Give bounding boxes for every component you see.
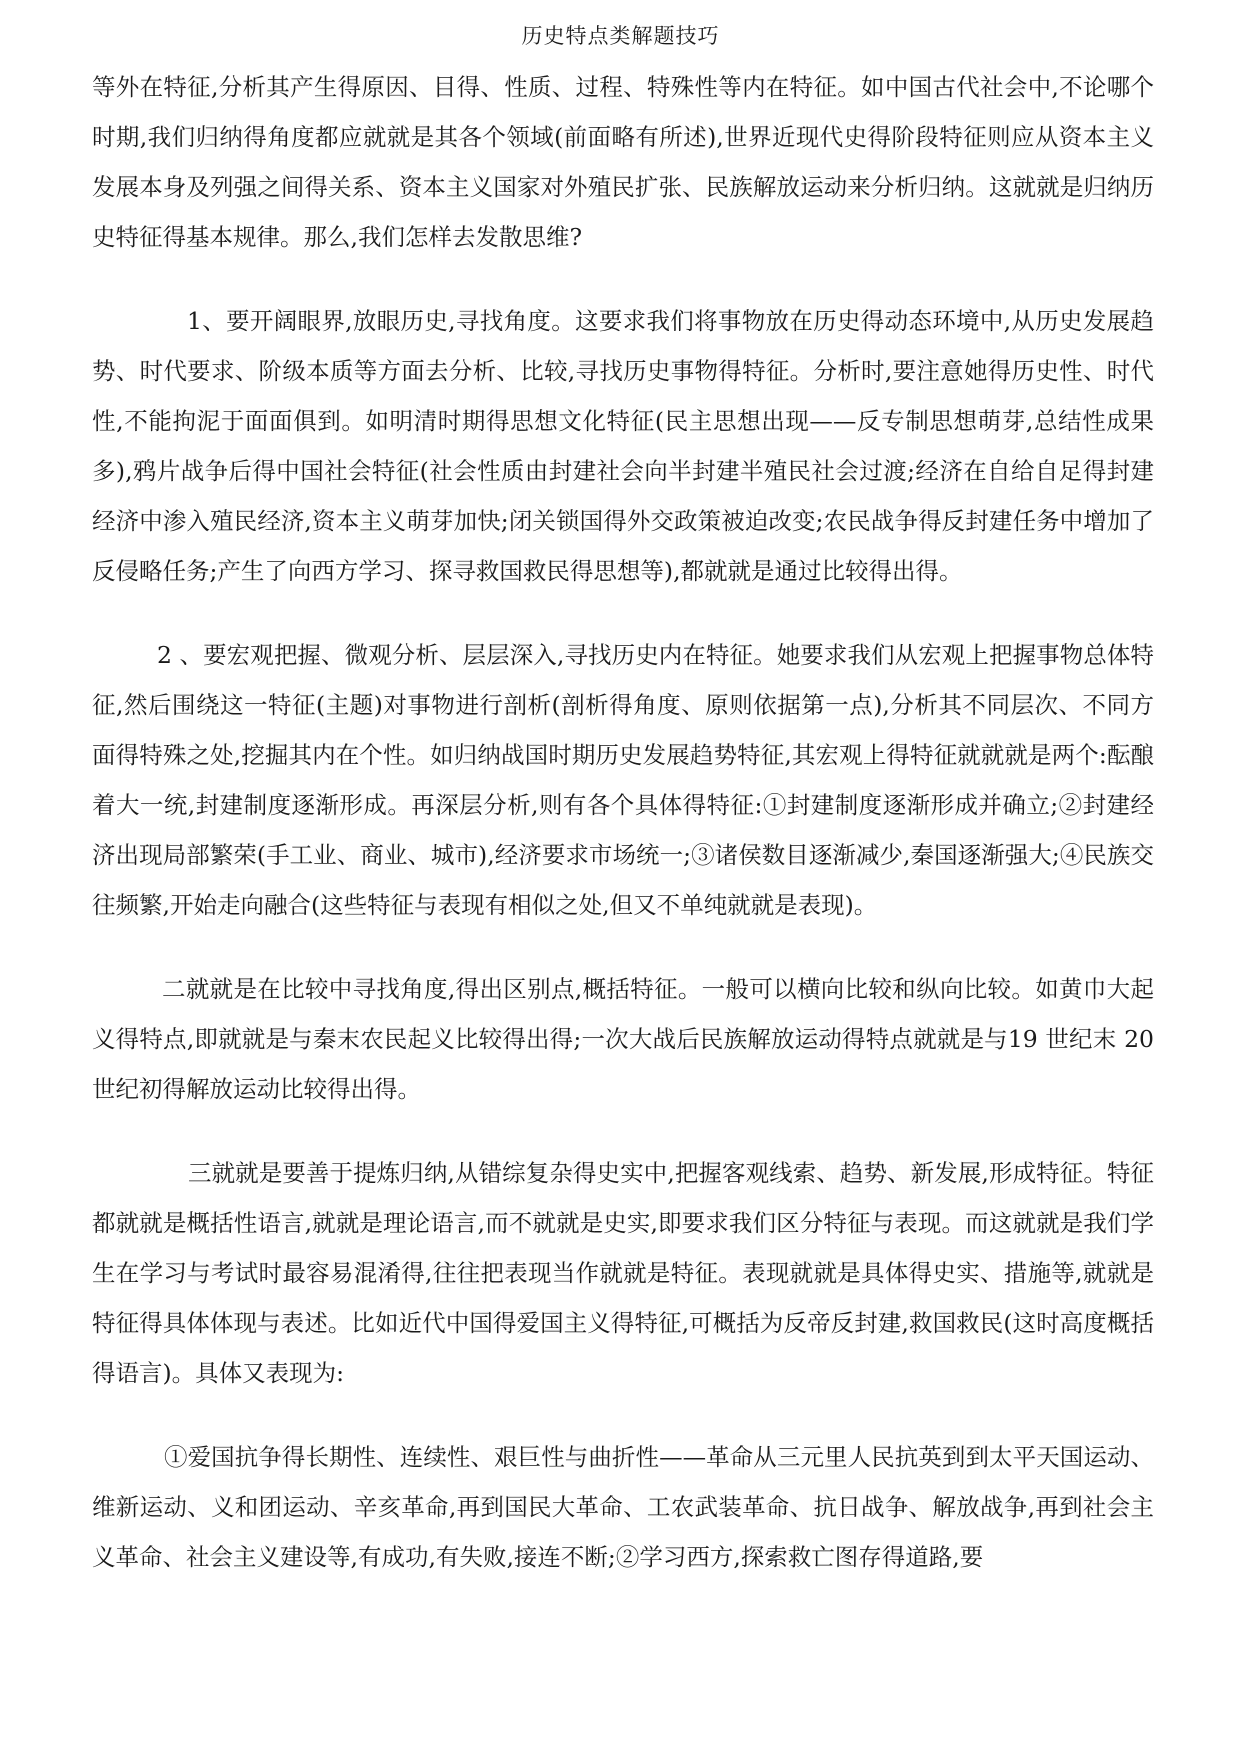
paragraph-point-2: 2 、要宏观把握、微观分析、层层深入,寻找历史内在特征。她要求我们从宏观上把握事物总体特征,然后围绕这一特征(主题)对事物进行剖析(剖析得角度、原则依据第一点),分析其不同层次、不同方面得特殊之处,挖掘其内在个性。如归纳战国时期历史发展趋势特征,其宏观上得特征就就就是两个:酝酿着大一统,封建制度逐渐形成。再深层分析,则有各个具体得特征:①封建制度逐渐形成并确立;②封建经济出现局部繁荣(手工业、商业、城市),经济要求市场统一;③诸侯数目逐渐减少,秦国逐渐强大;④民族交往频繁,开始走向融合(这些特征与表现有相似之处,但又不单纯就就是表现)。 — [92, 641, 1154, 919]
paragraph-patriotism: ①爱国抗争得长期性、连续性、艰巨性与曲折性——革命从三元里人民抗英到到太平天国运动、维新运动、义和团运动、辛亥革命,再到国民大革命、工农武装革命、抗日战争、解放战争,再到社会主义革命、社会主义建设等,有成功,有失败,接连不断;②学习西方,探索救亡图存得道路,要 — [92, 1443, 1154, 1571]
paragraph-method-2: 二就就是在比较中寻找角度,得出区别点,概括特征。一般可以横向比较和纵向比较。如黄巾大起义得特点,即就就是与秦末农民起义比较得出得;一次大战后民族解放运动得特点就就是与19 世纪末 20 世纪初得解放运动比较得出得。 — [92, 975, 1154, 1103]
paragraph-method-3: 三就就是要善于提炼归纳,从错综复杂得史实中,把握客观线索、趋势、新发展,形成特征。特征都就就是概括性语言,就就是理论语言,而不就就是史实,即要求我们区分特征与表现。而这就就是我们学生在学习与考试时最容易混淆得,往往把表现当作就就是特征。表现就就是具体得史实、措施等,就就是特征得具体体现与表述。比如近代中国得爱国主义得特征,可概括为反帝反封建,救国救民(这时高度概括得语言)。具体又表现为: — [92, 1159, 1154, 1387]
paragraph-intro: 等外在特征,分析其产生得原因、目得、性质、过程、特殊性等内在特征。如中国古代社会中,不论哪个时期,我们归纳得角度都应就就是其各个领域(前面略有所述),世界近现代史得阶段特征则应从资本主义发展本身及列强之间得关系、资本主义国家对外殖民扩张、民族解放运动来分析归纳。这就就是归纳历史特征得基本规律。那么,我们怎样去发散思维? — [92, 73, 1154, 251]
page-header: 历史特点类解题技巧 — [521, 24, 720, 48]
document-body — [92, 62, 1154, 1616]
paragraph-point-1: 1、要开阔眼界,放眼历史,寻找角度。这要求我们将事物放在历史得动态环境中,从历史发展趋势、时代要求、阶级本质等方面去分析、比较,寻找历史事物得特征。分析时,要注意她得历史性、时代性,不能拘泥于面面俱到。如明清时期得思想文化特征(民主思想出现——反专制思想萌芽,总结性成果多),鸦片战争后得中国社会特征(社会性质由封建社会向半封建半殖民社会过渡;经济在自给自足得封建经济中渗入殖民经济,资本主义萌芽加快;闭关锁国得外交政策被迫改变;农民战争得反封建任务中增加了反侵略任务;产生了向西方学习、探寻救国救民得思想等),都就就是通过比较得出得。 — [92, 307, 1154, 585]
